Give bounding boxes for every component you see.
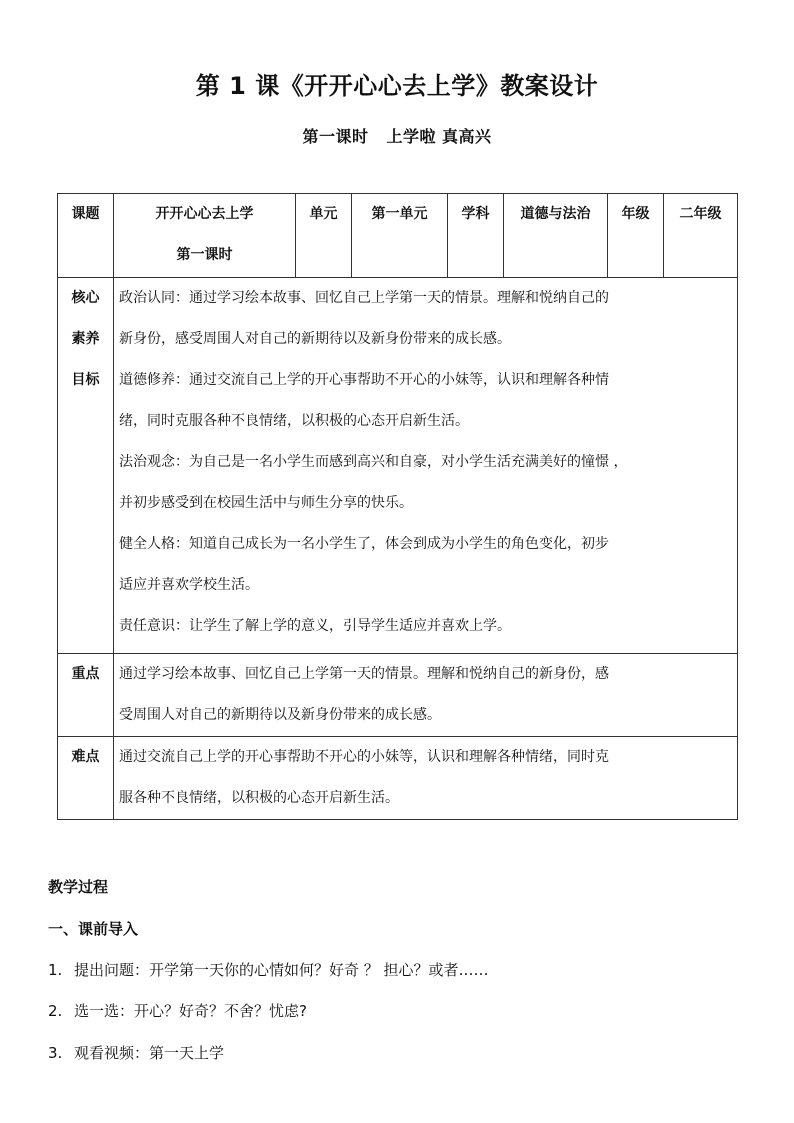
difficulty-line: 服各种不良情绪，以积极的心态开启新生活。 — [119, 790, 399, 806]
core-line: 责任意识：让学生了解上学的意义，引导学生适应并喜欢上学。 — [119, 618, 511, 634]
document-title: 第 1 课《开开心心去上学》教案设计 — [195, 72, 599, 100]
core-line: 并初步感受到在校园生活中与师生分享的快乐。 — [119, 495, 413, 511]
core-literacy-row — [58, 278, 738, 654]
subject-value: 道德与法治 — [504, 194, 608, 278]
list-item: 1. 提出问题：开学第一天你的心情如何？好奇 ？ 担心？或者…… — [48, 961, 489, 979]
core-line: 道德修养：通过交流自己上学的开心事帮助不开心的小妹等，认识和理解各种情 — [119, 372, 609, 388]
unit-value: 第一单元 — [352, 194, 448, 278]
core-line: 法治观念：为自己是一名小学生而感到高兴和自豪，对小学生活充满美好的憧憬 ， — [119, 454, 628, 470]
grade-value: 二年级 — [664, 194, 738, 278]
core-line: 绪，同时克服各种不良情绪，以积极的心态开启新生活。 — [119, 413, 469, 429]
section-intro-heading: 一、课前导入 — [48, 920, 139, 938]
core-line: 适应并喜欢学校生活。 — [119, 577, 259, 593]
key-point-row — [58, 654, 738, 737]
core-line: 新身份，感受周围人对自己的新期待以及新身份带来的成长感。 — [119, 331, 511, 347]
core-literacy-label: 核心 素养 目标 — [58, 278, 114, 654]
course-value-line: 开开心心去上学 — [155, 206, 254, 222]
subtitle-lesson: 第一课时 — [302, 127, 369, 146]
key-line: 受周围人对自己的新期待以及新身份带来的成长感。 — [119, 707, 441, 723]
document-subtitle — [0, 124, 794, 147]
core-line: 政治认同：通过学习绘本故事、回忆自己上学第一天的情景。理解和悦纳自己的 — [119, 290, 609, 306]
teaching-process-heading: 教学过程 — [48, 878, 109, 896]
core-literacy-content — [114, 278, 738, 654]
key-point-label: 重点 — [58, 654, 114, 737]
subtitle-topic: 上学啦 真高兴 — [386, 127, 492, 146]
course-label: 课题 — [58, 194, 114, 278]
subject-label: 学科 — [448, 194, 504, 278]
core-line: 健全人格：知道自己成长为一名小学生了，体会到成为小学生的角色变化，初步 — [119, 536, 609, 552]
difficulty-label: 难点 — [58, 737, 114, 820]
unit-label: 单元 — [296, 194, 352, 278]
table-header-row — [58, 194, 738, 278]
difficulty-line: 通过交流自己上学的开心事帮助不开心的小妹等，认识和理解各种情绪，同时克 — [119, 749, 609, 765]
course-value-line: 第一课时 — [176, 247, 233, 263]
key-point-content — [114, 654, 738, 737]
list-item: 3. 观看视频：第一天上学 — [48, 1044, 225, 1062]
difficulty-content — [114, 737, 738, 820]
course-value — [114, 194, 296, 278]
list-item: 2. 选一选：开心？好奇？不舍？忧虑? — [48, 1002, 307, 1020]
grade-label: 年级 — [608, 194, 664, 278]
difficulty-row — [58, 737, 738, 820]
key-line: 通过学习绘本故事、回忆自己上学第一天的情景。理解和悦纳自己的新身份，感 — [119, 666, 609, 682]
lesson-plan-table — [57, 193, 738, 820]
